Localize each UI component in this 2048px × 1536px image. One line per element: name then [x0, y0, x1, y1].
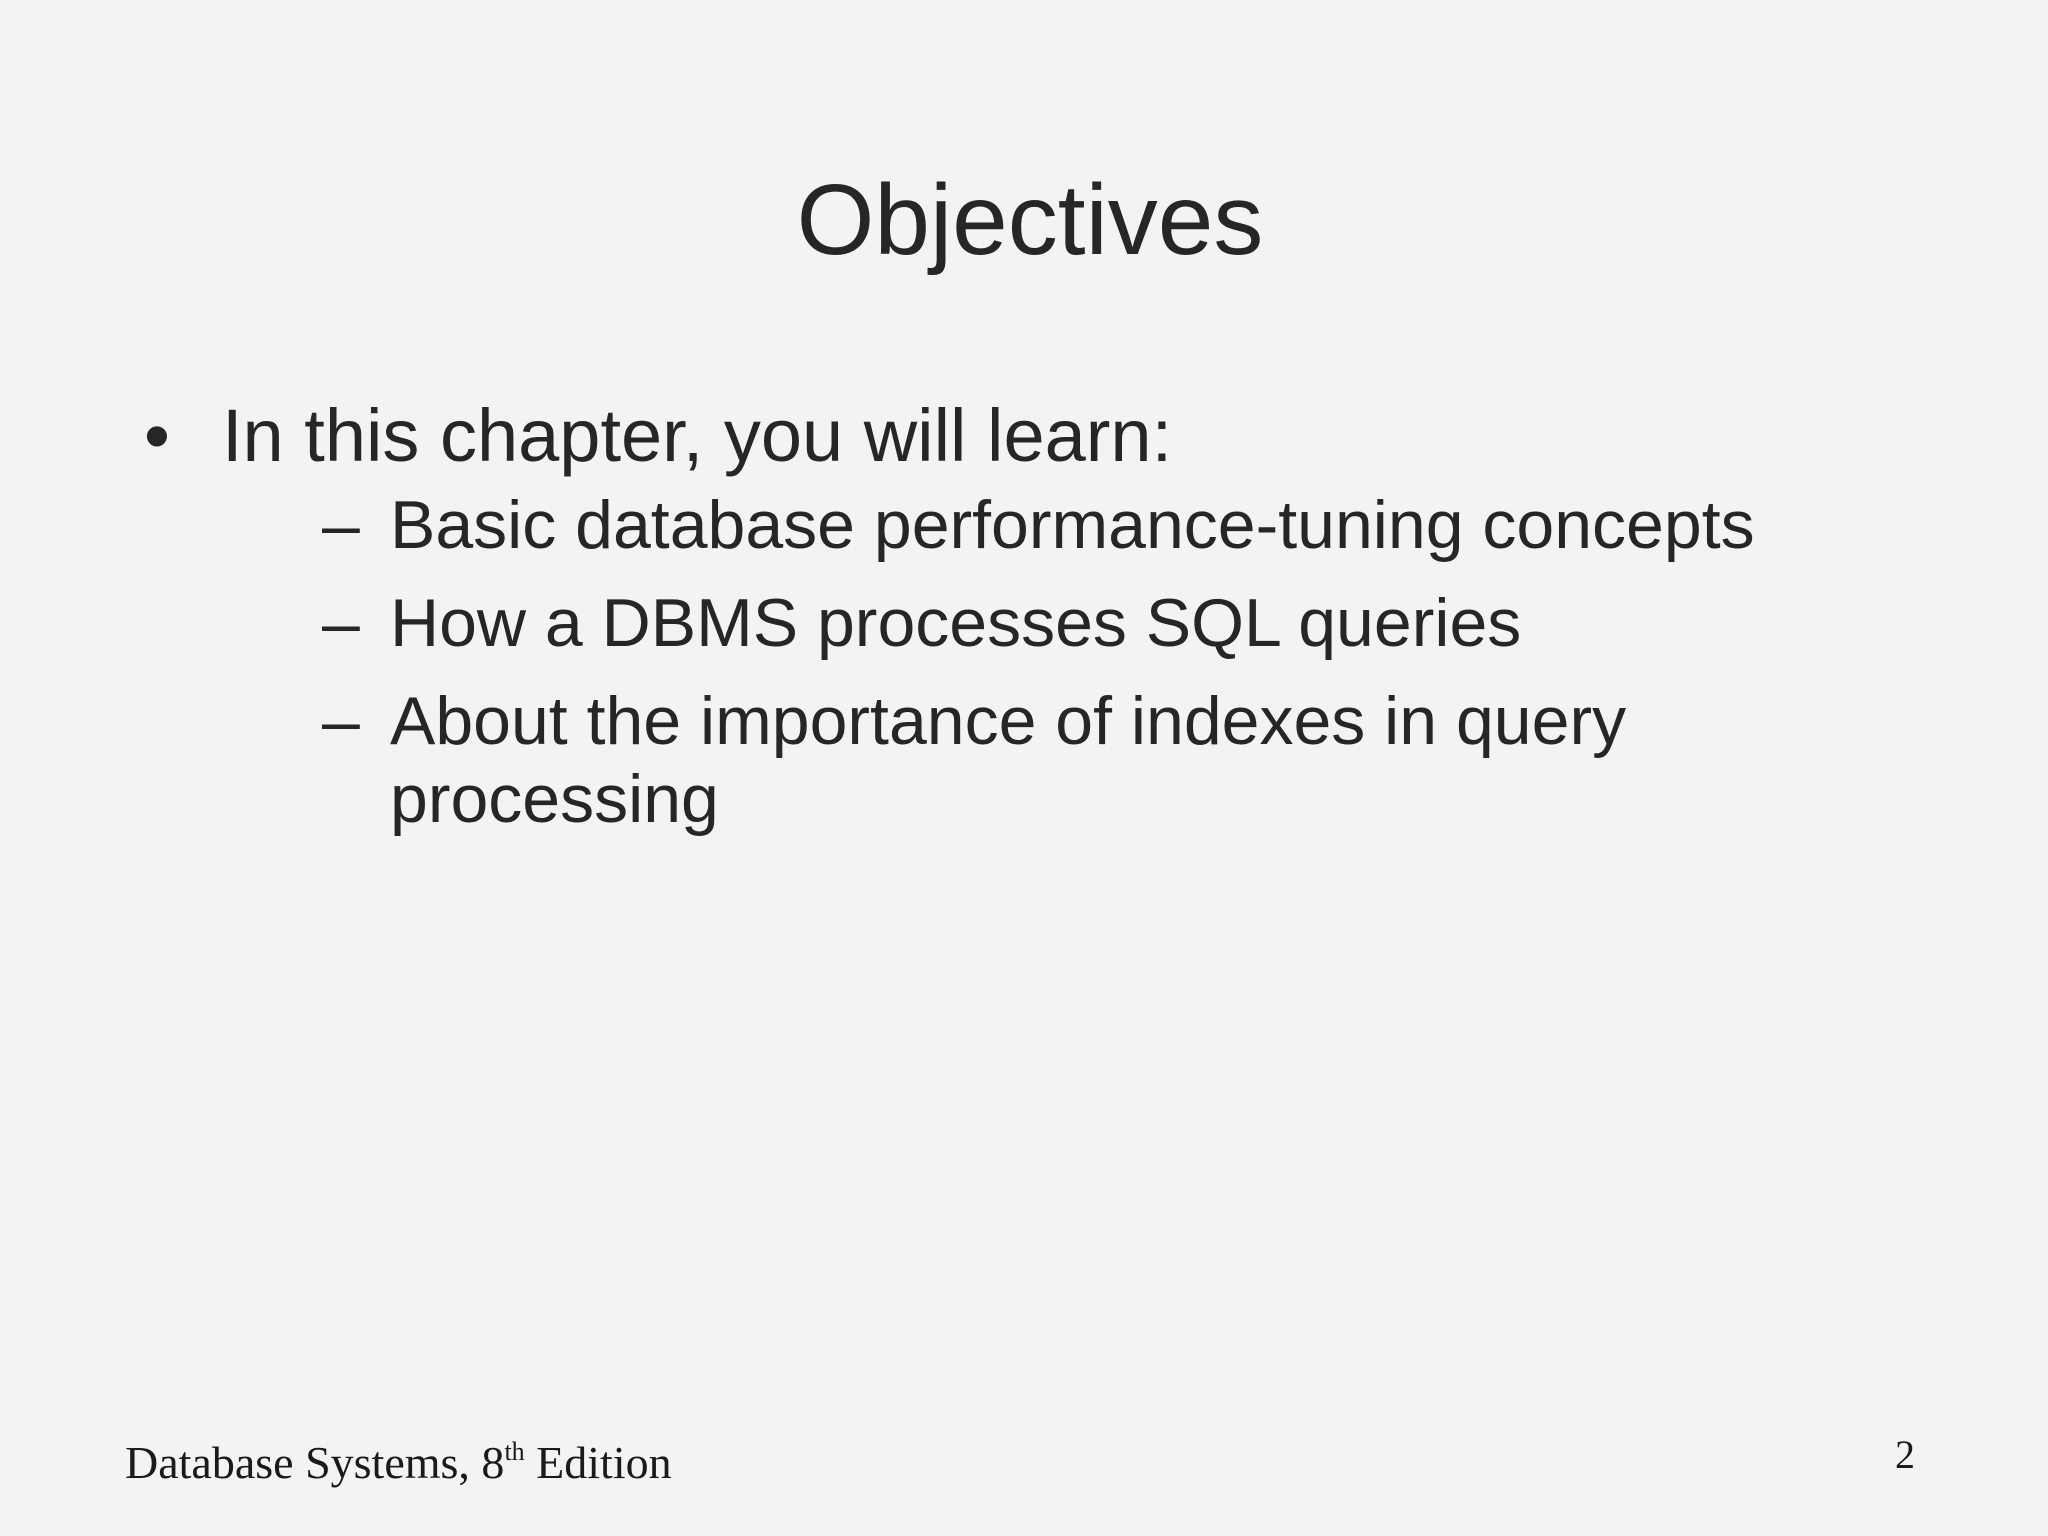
page-number: 2 — [1895, 1432, 1915, 1477]
slide-title: Objectives — [796, 164, 1264, 276]
bullet-text: In this chapter, you will learn: — [222, 394, 1173, 477]
sub-bullet-item — [222, 682, 1940, 838]
sub-bullet-text: About the importance of indexes in query processing — [390, 683, 1627, 837]
dash-marker: – — [322, 585, 360, 661]
sub-bullet-list — [222, 486, 1940, 838]
sub-bullet-item — [222, 486, 1940, 564]
footer-ordinal-suffix: th — [504, 1437, 525, 1466]
dash-marker: – — [322, 683, 360, 759]
bullet-marker: • — [144, 394, 170, 477]
bullet-list — [140, 390, 1940, 858]
sub-bullet-text: How a DBMS processes SQL queries — [390, 585, 1522, 661]
sub-bullet-item — [222, 584, 1940, 662]
footer-edition-word: Edition — [524, 1437, 672, 1488]
bullet-item — [140, 390, 1940, 838]
sub-bullet-text: Basic database performance-tuning concepts — [390, 487, 1755, 563]
footer-book-prefix: Database Systems, 8 — [125, 1437, 505, 1488]
footer-book-title — [125, 1435, 672, 1491]
dash-marker: – — [322, 487, 360, 563]
